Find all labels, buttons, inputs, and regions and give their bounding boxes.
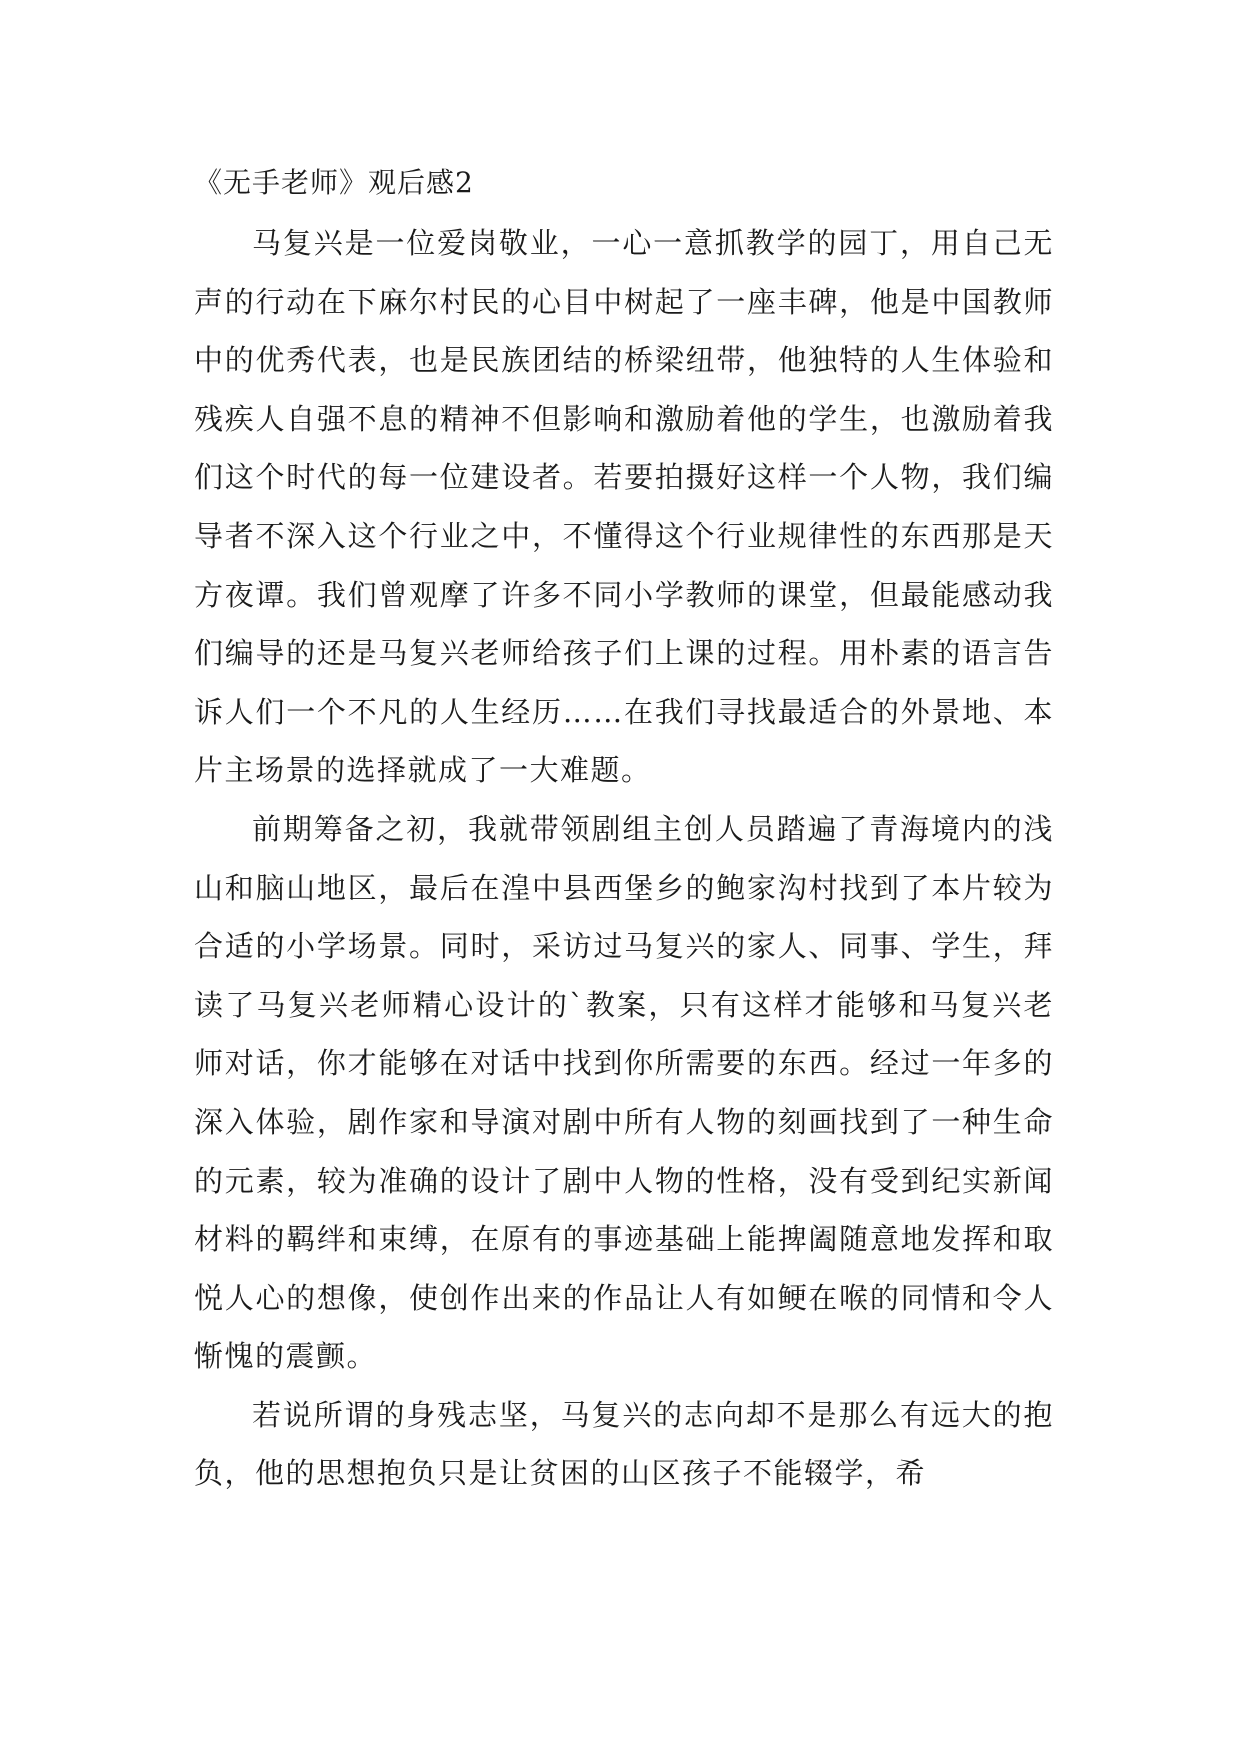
paragraph-2: 前期筹备之初，我就带领剧组主创人员踏遍了青海境内的浅山和脑山地区，最后在湟中县西堡乡的鲍家沟村找到了本片较为合适的小学场景。同时，采访过马复兴的家人、同事、学生，拜读了马复兴老师精心设计的`教案，只有这样才能够和马复兴老师对话，你才能够在对话中找到你所需要的东西。经过一年多的深入体验，剧作家和导演对剧中所有人物的刻画找到了一种生命的元素，较为准确的设计了剧中人物的性格，没有受到纪实新闻材料的羁绊和束缚，在原有的事迹基础上能捭阖随意地发挥和取悦人心的想像，使创作出来的作品让人有如鲠在喉的同情和令人惭愧的震颤。 — [194, 811, 1054, 1374]
paragraph-3: 若说所谓的身残志坚，马复兴的志向却不是那么有远大的抱负，他的思想抱负只是让贫困的山区孩子不能辍学，希 — [194, 1397, 1054, 1491]
document-title: 《无手老师》观后感2 — [194, 166, 474, 199]
paragraph-1: 马复兴是一位爱岗敬业，一心一意抓教学的园丁，用自己无声的行动在下麻尔村民的心目中树起了一座丰碑，他是中国教师中的优秀代表，也是民族团结的桥梁纽带，他独特的人生体验和残疾人自强不息的精神不但影响和激励着他的学生，也激励着我们这个时代的每一位建设者。若要拍摄好这样一个人物，我们编导者不深入这个行业之中，不懂得这个行业规律性的东西那是天方夜谭。我们曾观摩了许多不同小学教师的课堂，但最能感动我们编导的还是马复兴老师给孩子们上课的过程。用朴素的语言告诉人们一个不凡的人生经历……在我们寻找最适合的外景地、本片主场景的选择就成了一大难题。 — [194, 226, 1054, 788]
document-body — [194, 163, 1054, 1503]
